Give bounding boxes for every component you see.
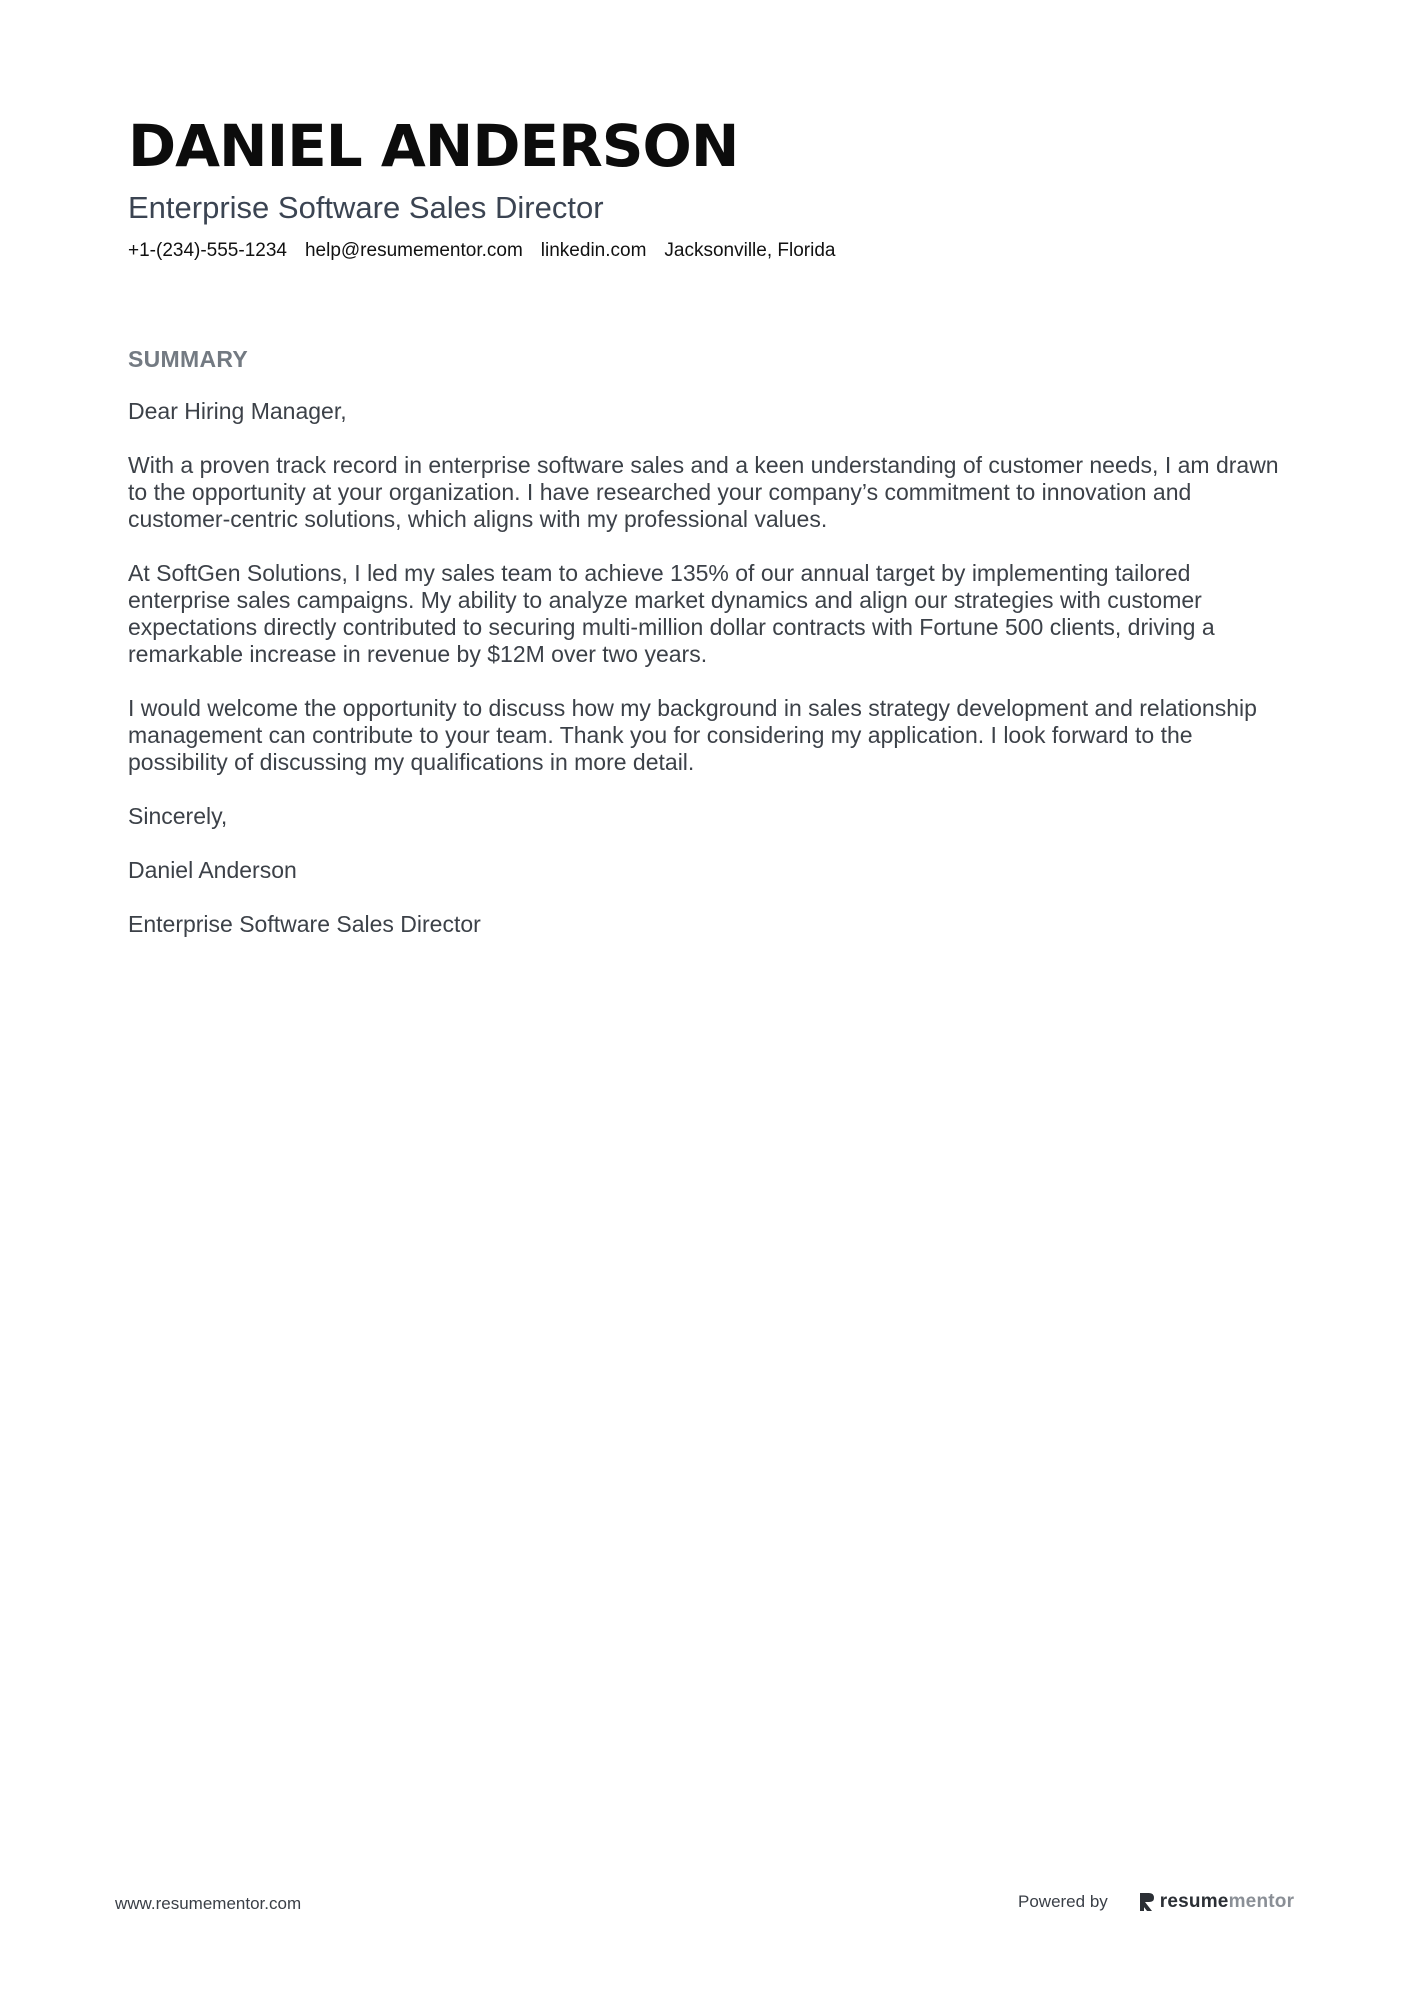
applicant-role: Enterprise Software Sales Director <box>128 190 604 225</box>
footer-website[interactable]: www.resumementor.com <box>115 1894 302 1913</box>
resumementor-logo-icon <box>1138 1891 1156 1913</box>
letter-paragraph: At SoftGen Solutions, I led my sales team to achieve 135% of our annual target by implementing tailored enterprise sales campaigns. My ability to analyze market dynamics and align our strategies with customer expectations directly contributed to securing multi-million dollar contracts with Fortune 500 clients, driving a remarkable increase in revenue by $12M over two years. <box>128 560 1215 667</box>
signature-title: Enterprise Software Sales Director <box>128 911 481 937</box>
brand-logo[interactable] <box>1138 1890 1294 1914</box>
brand-wordmark <box>1160 1890 1294 1914</box>
header <box>128 110 1308 264</box>
powered-by-label: Powered by <box>1018 1892 1108 1911</box>
footer-branding <box>1018 1887 1294 1917</box>
contact-linkedin[interactable]: linkedin.com <box>540 240 647 261</box>
letter-body <box>128 398 1298 938</box>
section-title: SUMMARY <box>128 346 249 372</box>
brand-wordmark-part1: resume <box>1159 1891 1229 1912</box>
brand-wordmark-part2: mentor <box>1228 1891 1295 1912</box>
contact-location: Jacksonville, Florida <box>664 240 836 261</box>
letter-paragraph: With a proven track record in enterprise software sales and a keen understanding of customer needs, I am drawn to the opportunity at your organization. I have researched your company’s commitment to innovation and customer-centric solutions, which aligns with my professional values. <box>128 452 1279 532</box>
applicant-name: DANIEL ANDERSON <box>128 112 739 180</box>
contact-email[interactable]: help@resumementor.com <box>304 240 523 261</box>
letter-closing: Sincerely, <box>128 803 228 829</box>
letter-greeting: Dear Hiring Manager, <box>128 398 347 424</box>
contact-phone: +1-(234)-555-1234 <box>128 240 287 261</box>
letter-paragraph: I would welcome the opportunity to discuss how my background in sales strategy development and relationship management can contribute to your team. Thank you for considering my application. I look forward to the possibility of discussing my qualifications in more detail. <box>128 695 1257 775</box>
summary-section <box>128 344 1298 965</box>
signature-name: Daniel Anderson <box>128 857 297 883</box>
contact-info <box>128 238 1308 264</box>
